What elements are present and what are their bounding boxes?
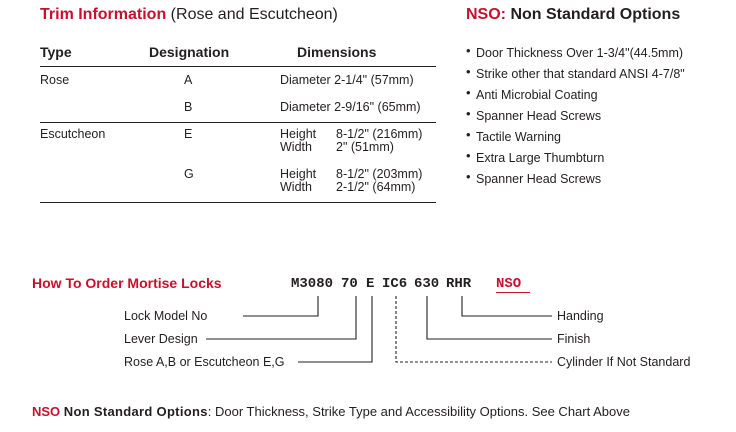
footer-rest: : Door Thickness, Strike Type and Accessibility Options. See Chart Above bbox=[207, 404, 630, 419]
row-e-height-label: Height bbox=[280, 127, 317, 141]
footer-nso: NSO bbox=[32, 404, 61, 419]
footer-note bbox=[32, 404, 630, 419]
row-designation-b: B bbox=[184, 100, 193, 114]
row-e-height-value: 8-1/2" (216mm) bbox=[336, 127, 423, 141]
row-g-height-label: Height bbox=[280, 167, 317, 181]
code-nso: NSO bbox=[496, 276, 522, 292]
row-designation-g: G bbox=[184, 167, 194, 181]
nso-option: • Anti Microbial Coating bbox=[466, 88, 685, 109]
col-header-designation: Designation bbox=[149, 44, 230, 60]
label-lever-design: Lever Design bbox=[124, 332, 198, 346]
row-g-width-label: Width bbox=[280, 180, 312, 194]
row-dimension-a: Diameter 2-1/4" (57mm) bbox=[280, 73, 414, 87]
code-lever: 70 bbox=[341, 276, 358, 292]
connector-lever bbox=[206, 296, 356, 339]
row-e-width-label: Width bbox=[280, 140, 312, 154]
nso-title-red: NSO: bbox=[466, 6, 506, 23]
label-rose-escutcheon: Rose A,B or Escutcheon E,G bbox=[124, 355, 285, 369]
connector-trim bbox=[298, 296, 372, 362]
connector-cylinder bbox=[396, 296, 552, 362]
nso-title-rest: Non Standard Options bbox=[506, 6, 681, 23]
label-finish: Finish bbox=[557, 332, 591, 346]
nso-option: • Spanner Head Screws bbox=[466, 172, 685, 193]
row-dimension-b: Diameter 2-9/16" (65mm) bbox=[280, 100, 421, 114]
label-cylinder: Cylinder If Not Standard bbox=[557, 355, 691, 369]
row-type-rose: Rose bbox=[40, 73, 70, 87]
col-header-type: Type bbox=[40, 44, 72, 60]
order-title: How To Order Mortise Locks bbox=[32, 275, 222, 291]
row-designation-e: E bbox=[184, 127, 193, 141]
trim-info-title-red: Trim Information bbox=[40, 6, 167, 23]
connector-model bbox=[243, 296, 318, 316]
code-model: M3080 bbox=[291, 276, 334, 292]
connector-finish bbox=[427, 296, 552, 339]
row-g-height-value: 8-1/2" (203mm) bbox=[336, 167, 423, 181]
nso-option: • Extra Large Thumbturn bbox=[466, 151, 685, 172]
code-handing: RHR bbox=[446, 276, 472, 292]
footer-bold: Non Standard Options bbox=[63, 404, 208, 419]
nso-option: • Strike other that standard ANSI 4-7/8" bbox=[466, 67, 685, 88]
label-handing: Handing bbox=[557, 309, 604, 323]
nso-option: • Door Thickness Over 1-3/4"(44.5mm) bbox=[466, 46, 685, 67]
label-lock-model: Lock Model No bbox=[124, 309, 208, 323]
row-g-width-value: 2-1/2" (64mm) bbox=[336, 180, 416, 194]
connector-handing bbox=[462, 296, 552, 316]
code-finish: 630 bbox=[414, 276, 440, 292]
row-e-width-value: 2" (51mm) bbox=[336, 140, 394, 154]
row-designation-a: A bbox=[184, 73, 193, 87]
row-type-escutcheon: Escutcheon bbox=[40, 127, 106, 141]
code-cylinder: IC6 bbox=[382, 276, 408, 292]
code-trim: E bbox=[366, 276, 375, 292]
nso-option: • Spanner Head Screws bbox=[466, 109, 685, 130]
trim-info-title-rest: (Rose and Escutcheon) bbox=[166, 6, 338, 23]
col-header-dimensions: Dimensions bbox=[297, 44, 377, 60]
nso-option: • Tactile Warning bbox=[466, 130, 685, 151]
